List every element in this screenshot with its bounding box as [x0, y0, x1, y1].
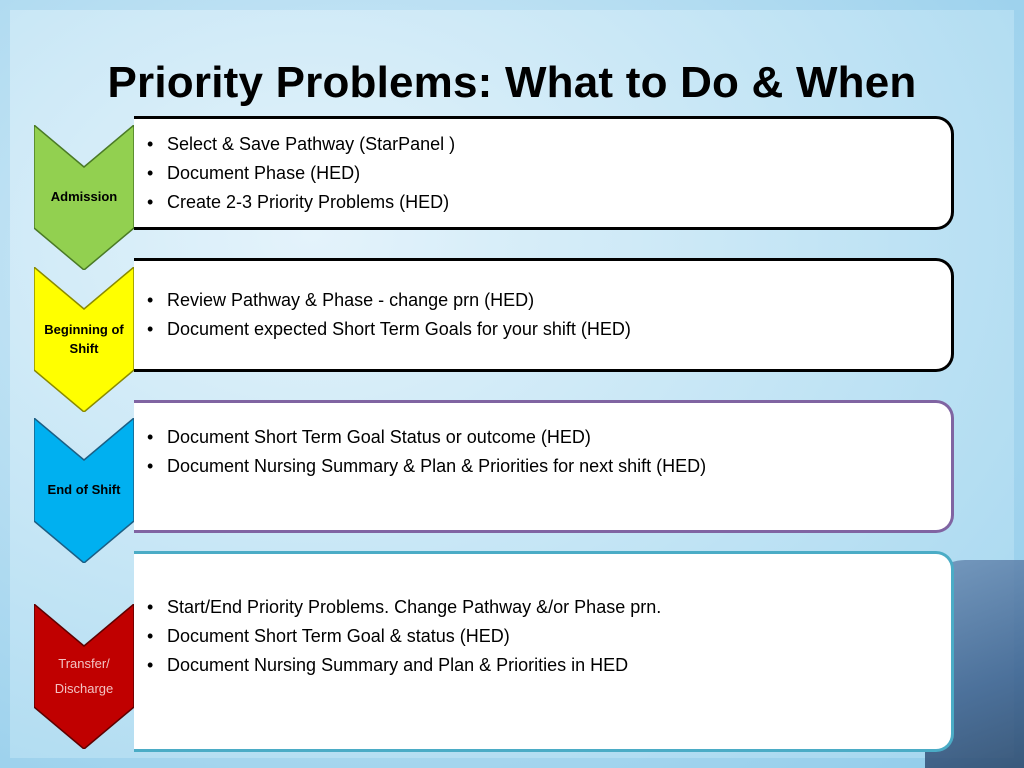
list-item: • Document Phase (HED) [144, 159, 951, 188]
list-item: • Document expected Short Term Goals for your shift (HED) [144, 315, 951, 344]
chevron-label: End of Shift [47, 482, 121, 498]
step-box-beginning-of-shift [134, 258, 954, 372]
list-item: • Document Short Term Goal & status (HED) [144, 622, 951, 651]
slide-title: Priority Problems: What to Do & When [107, 58, 917, 107]
list-item: • Start/End Priority Problems. Change Pathway &/or Phase prn. [144, 593, 951, 622]
list-item: • Select & Save Pathway (StarPanel ) [144, 130, 951, 159]
step-items [144, 423, 951, 481]
chevron-beginning-of-shift [34, 267, 134, 412]
step-items [144, 130, 951, 217]
chevron-label: Transfer/ Discharge [54, 655, 114, 696]
chevron-label: Admission [50, 189, 118, 205]
chevron-admission [34, 125, 134, 270]
chevron-transfer-discharge [34, 604, 134, 749]
step-items [144, 593, 951, 680]
step-items [144, 286, 951, 344]
step-box-transfer-discharge [134, 551, 954, 752]
list-item: • Document Nursing Summary & Plan & Priorities for next shift (HED) [144, 452, 951, 481]
step-box-end-of-shift [134, 400, 954, 533]
chevron-end-of-shift [34, 418, 134, 563]
chevron-label: Beginning of Shift [44, 321, 124, 356]
list-item: • Review Pathway & Phase - change prn (HED) [144, 286, 951, 315]
list-item: • Document Short Term Goal Status or outcome (HED) [144, 423, 951, 452]
list-item: • Document Nursing Summary and Plan & Priorities in HED [144, 651, 951, 680]
list-item: • Create 2-3 Priority Problems (HED) [144, 188, 951, 217]
step-box-admission [134, 116, 954, 230]
